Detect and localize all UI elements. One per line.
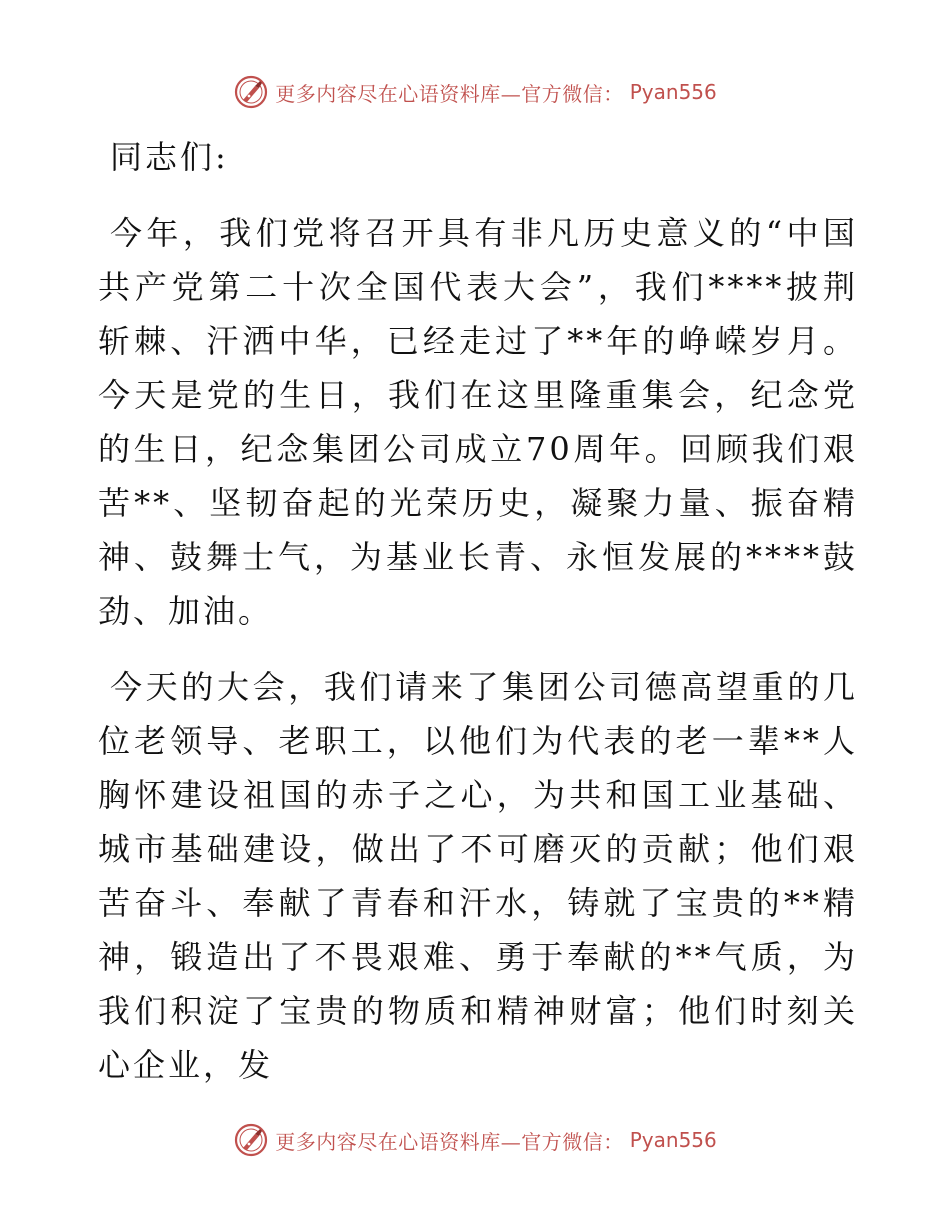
pen-nib-logo-icon	[233, 1122, 269, 1158]
header-slogan: 更多内容尽在心语资料库—官方微信：	[275, 81, 624, 106]
header-watermark	[0, 72, 950, 112]
document-body	[98, 120, 858, 1092]
footer-slogan: 更多内容尽在心语资料库—官方微信：	[275, 1129, 624, 1154]
footer-wechat-id: Pyan556	[629, 1128, 717, 1152]
paragraph-2: 今天的大会，我们请来了集团公司德高望重的几位老领导、老职工，以他们为代表的老一辈**人胸怀建设祖国的赤子之心，为共和国工业基础、城市基础建设，做出了不可磨灭的贡献；他们艰苦奋斗、奉献了青春和汗水，铸就了宝贵的**精神，锻造出了不畏艰难、勇于奉献的**气质，为我们积淀了宝贵的物质和精神财富；他们时刻关心企业，发	[98, 668, 858, 1084]
header-wechat-id: Pyan556	[629, 80, 717, 104]
footer-watermark	[0, 1120, 950, 1160]
salutation: 同志们:	[110, 138, 229, 176]
paragraph-1: 今年，我们党将召开具有非凡历史意义的“中国共产党第二十次全国代表大会”，我们****披荆斩棘、汗洒中华，已经走过了**年的峥嵘岁月。今天是党的生日，我们在这里隆重集会，纪念党的生日，纪念集团公司成立70周年。回顾我们艰苦**、坚韧奋起的光荣历史，凝聚力量、振奋精神、鼓舞士气，为基业长青、永恒发展的****鼓劲、加油。	[98, 214, 858, 630]
pen-nib-logo-icon	[233, 74, 269, 110]
